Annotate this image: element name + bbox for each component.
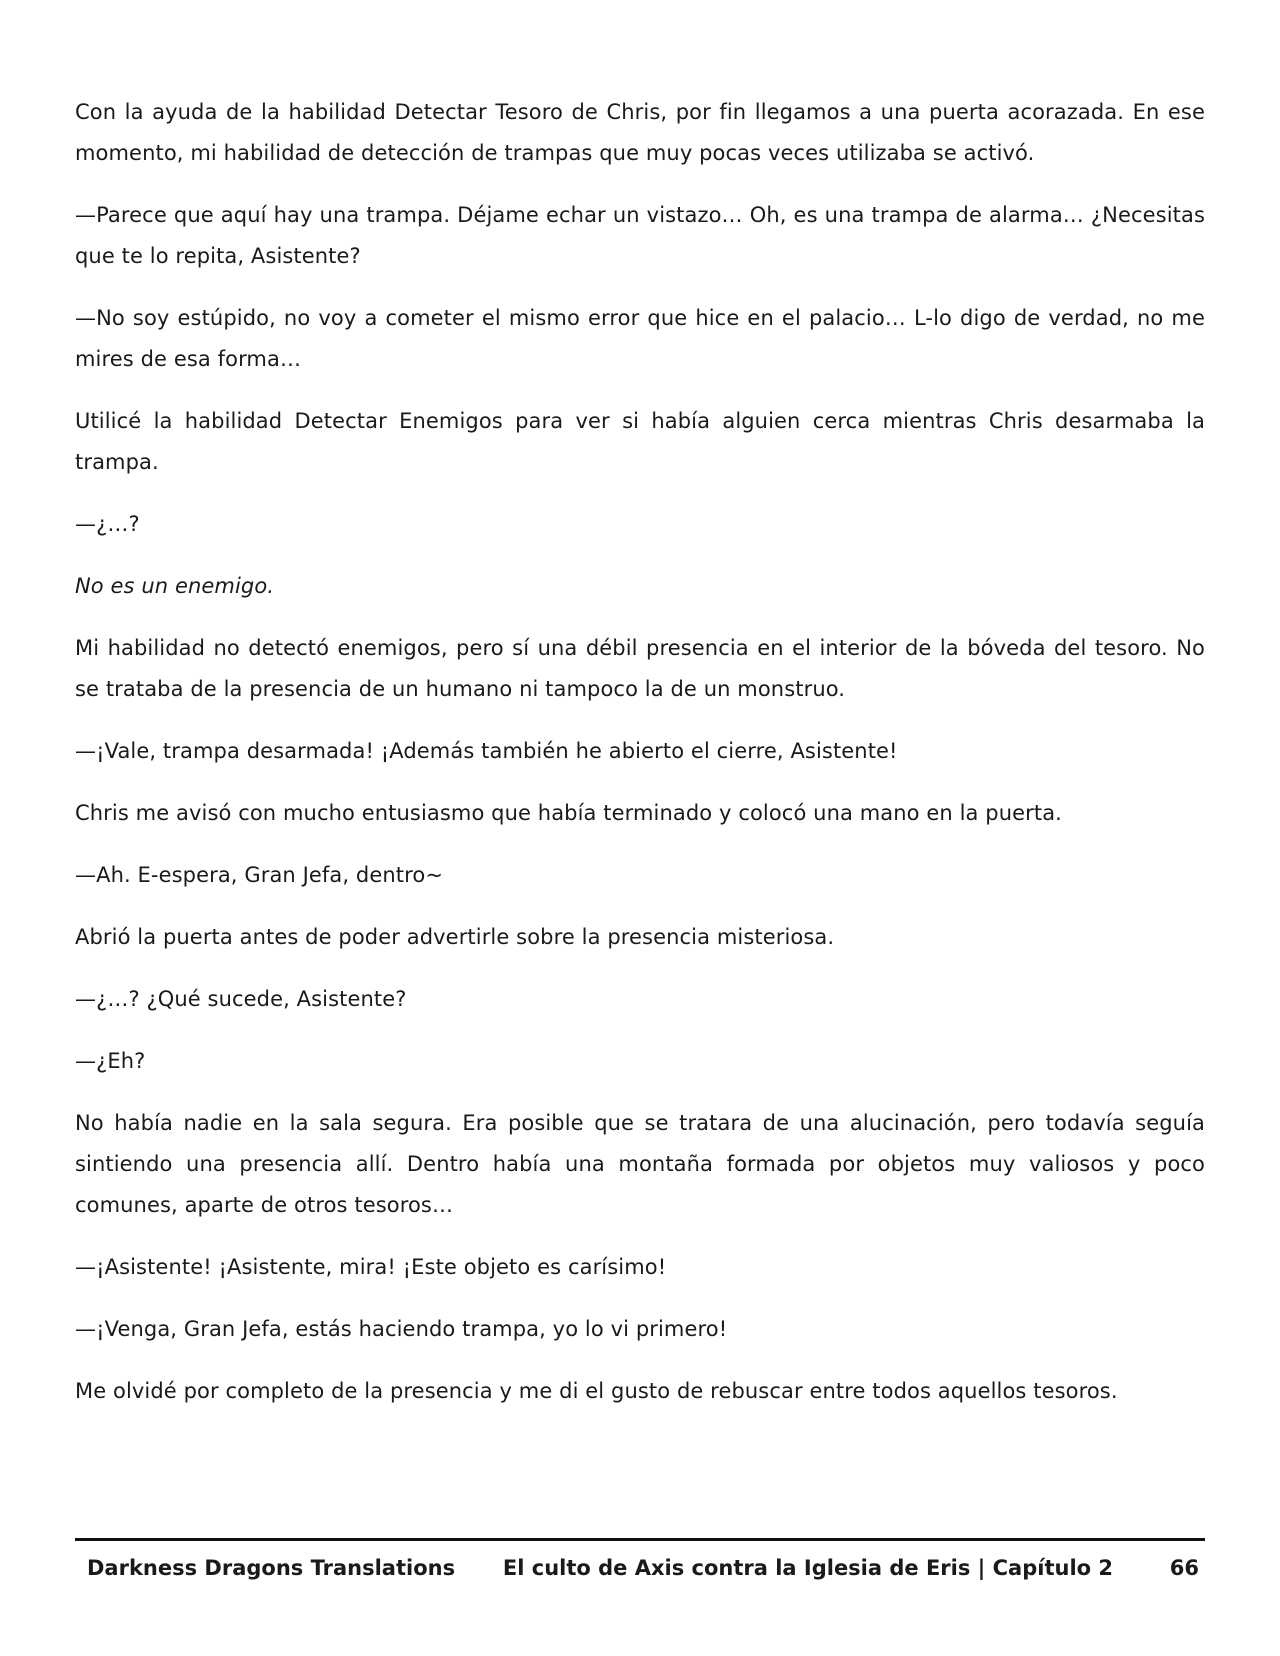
- paragraph: Con la ayuda de la habilidad Detectar Tesoro de Chris, por fin llegamos a una puerta acorazada. En ese momento, mi habilidad de detección de trampas que muy pocas veces utilizaba se activó.: [75, 100, 1205, 165]
- paragraph: —¡Asistente! ¡Asistente, mira! ¡Este objeto es carísimo!: [75, 1255, 667, 1279]
- paragraph: Me olvidé por completo de la presencia y me di el gusto de rebuscar entre todos aquellos tesoros.: [75, 1379, 1118, 1403]
- body-text: [75, 92, 1205, 1433]
- footer-chapter-title: El culto de Axis contra la Iglesia de Eris | Capítulo 2: [502, 1556, 1113, 1580]
- paragraph: —¡Venga, Gran Jefa, estás haciendo trampa, yo lo vi primero!: [75, 1317, 728, 1341]
- paragraph: Chris me avisó con mucho entusiasmo que había terminado y colocó una mano en la puerta.: [75, 801, 1062, 825]
- paragraph: Mi habilidad no detectó enemigos, pero sí una débil presencia en el interior de la bóveda del tesoro. No se trataba de la presencia de un humano ni tampoco la de un monstruo.: [75, 636, 1205, 701]
- paragraph: No había nadie en la sala segura. Era posible que se tratara de una alucinación, pero todavía seguía sintiendo una presencia allí. Dentro había una montaña formada por objetos muy valiosos y poco comunes, aparte de otros tesoros…: [75, 1111, 1205, 1217]
- footer-publisher: Darkness Dragons Translations: [87, 1556, 456, 1580]
- paragraph: Utilicé la habilidad Detectar Enemigos para ver si había alguien cerca mientras Chris desarmaba la trampa.: [75, 409, 1205, 474]
- paragraph: Abrió la puerta antes de poder advertirle sobre la presencia misteriosa.: [75, 925, 835, 949]
- paragraph: —No soy estúpido, no voy a cometer el mismo error que hice en el palacio… L-lo digo de verdad, no me mires de esa forma…: [75, 306, 1205, 371]
- paragraph: —¿…? ¿Qué sucede, Asistente?: [75, 987, 407, 1011]
- paragraph: —Parece que aquí hay una trampa. Déjame echar un vistazo… Oh, es una trampa de alarma… ¿Necesitas que te lo repita, Asistente?: [75, 203, 1205, 268]
- paragraph: —¿Eh?: [75, 1049, 146, 1073]
- paragraph: —¡Vale, trampa desarmada! ¡Además también he abierto el cierre, Asistente!: [75, 739, 898, 763]
- paragraph: No es un enemigo.: [75, 574, 275, 598]
- paragraph: —Ah. E-espera, Gran Jefa, dentro~: [75, 863, 444, 887]
- page-footer: [75, 1550, 1205, 1590]
- footer-divider: [75, 1538, 1205, 1541]
- page-number: 66: [1169, 1556, 1199, 1580]
- paragraph: —¿…?: [75, 512, 140, 536]
